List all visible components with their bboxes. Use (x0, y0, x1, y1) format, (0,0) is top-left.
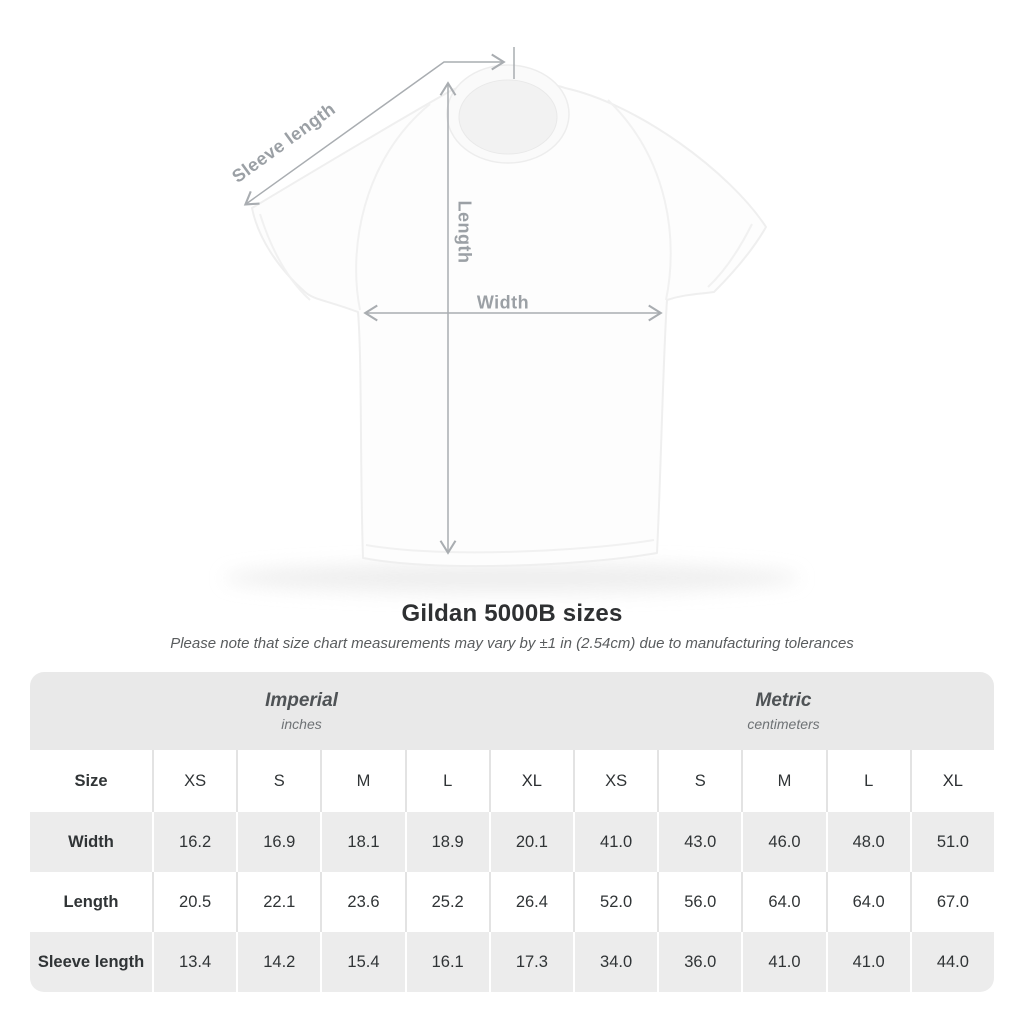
length-metric-xl: 67.0 (910, 872, 994, 932)
col-header-imperial-xl: XL (489, 750, 573, 812)
collar-opening (459, 80, 557, 154)
sleeve-metric-s: 36.0 (657, 932, 741, 992)
length-imperial-xs: 20.5 (152, 872, 236, 932)
width-imperial-s: 16.9 (236, 812, 320, 872)
size-table (30, 672, 994, 992)
width-metric-m: 46.0 (741, 812, 825, 872)
sleeve-imperial-l: 16.1 (405, 932, 489, 992)
row-label-width: Width (68, 832, 114, 851)
col-header-metric-s: S (657, 750, 741, 812)
width-imperial-l: 18.9 (405, 812, 489, 872)
imperial-section-header (30, 672, 573, 750)
size-corner-header: Size (74, 771, 108, 790)
length-row (30, 872, 994, 932)
length-imperial-xl: 26.4 (489, 872, 573, 932)
width-imperial-xs: 16.2 (152, 812, 236, 872)
width-imperial-m: 18.1 (320, 812, 404, 872)
width-metric-l: 48.0 (826, 812, 910, 872)
metric-section-header (573, 672, 994, 750)
row-label-sleeve-length: Sleeve length (37, 952, 145, 971)
col-header-imperial-xs: XS (152, 750, 236, 812)
row-label-length: Length (63, 892, 119, 911)
width-metric-xs: 41.0 (573, 812, 657, 872)
width-row (30, 812, 994, 872)
col-header-metric-l: L (826, 750, 910, 812)
imperial-title: Imperial (265, 690, 338, 711)
length-metric-xs: 52.0 (573, 872, 657, 932)
width-metric-s: 43.0 (657, 812, 741, 872)
sleeve-imperial-m: 15.4 (320, 932, 404, 992)
col-header-imperial-m: M (320, 750, 404, 812)
length-metric-s: 56.0 (657, 872, 741, 932)
tolerance-note: Please note that size chart measurements may vary by ±1 in (2.54cm) due to manufacturing tolerances (170, 635, 854, 652)
width-metric-xl: 51.0 (910, 812, 994, 872)
unit-band (30, 672, 994, 750)
col-header-metric-m: M (741, 750, 825, 812)
sleeve-imperial-xs: 13.4 (152, 932, 236, 992)
length-imperial-m: 23.6 (320, 872, 404, 932)
sleeve-length-label: Sleeve length (228, 98, 340, 187)
col-header-metric-xl: XL (910, 750, 994, 812)
col-header-imperial-s: S (236, 750, 320, 812)
metric-title: Metric (755, 690, 812, 711)
length-metric-m: 64.0 (741, 872, 825, 932)
sleeve-metric-xl: 44.0 (910, 932, 994, 992)
sleeve-metric-m: 41.0 (741, 932, 825, 992)
col-header-metric-xs: XS (573, 750, 657, 812)
width-label: Width (476, 292, 530, 313)
width-imperial-xl: 20.1 (489, 812, 573, 872)
page-title: Gildan 5000B sizes (401, 600, 623, 627)
sleeve-imperial-xl: 17.3 (489, 932, 573, 992)
length-label: Length (454, 200, 475, 264)
size-header-row (30, 750, 994, 812)
col-header-imperial-l: L (405, 750, 489, 812)
sleeve-metric-xs: 34.0 (573, 932, 657, 992)
sleeve-metric-l: 41.0 (826, 932, 910, 992)
shirt-shadow (224, 563, 800, 593)
metric-unit: centimeters (747, 716, 820, 732)
sleeve-imperial-s: 14.2 (236, 932, 320, 992)
imperial-unit: inches (281, 716, 322, 732)
length-metric-l: 64.0 (826, 872, 910, 932)
length-imperial-s: 22.1 (236, 872, 320, 932)
length-imperial-l: 25.2 (405, 872, 489, 932)
sleeve-length-row (30, 932, 994, 992)
